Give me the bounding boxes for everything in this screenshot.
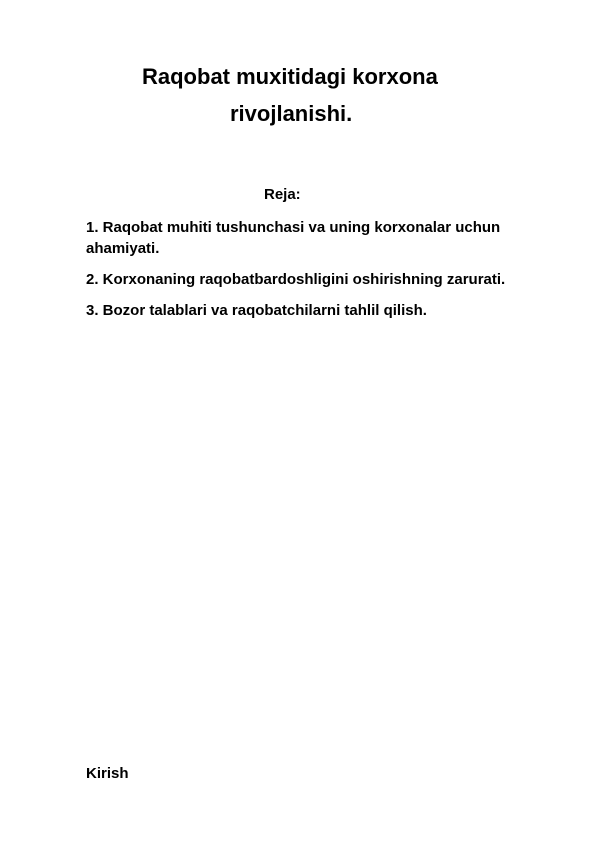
document-title-line-2: rivojlanishi.: [230, 101, 353, 126]
plan-item-3: 3. Bozor talablari va raqobatchilarni tahlil qilish.: [86, 302, 427, 319]
plan-item-2: 2. Korxonaning raqobatbardoshligini oshirishning zarurati.: [86, 271, 506, 288]
plan-heading: Reja:: [264, 186, 301, 203]
plan-list: [86, 217, 526, 331]
document-title-line-1: Raqobat muxitidagi korxona: [142, 64, 438, 89]
plan-item-1: 1. Raqobat muhiti tushunchasi va uning korxonalar uchun ahamiyati.: [86, 219, 501, 257]
intro-heading: Kirish: [86, 765, 129, 782]
